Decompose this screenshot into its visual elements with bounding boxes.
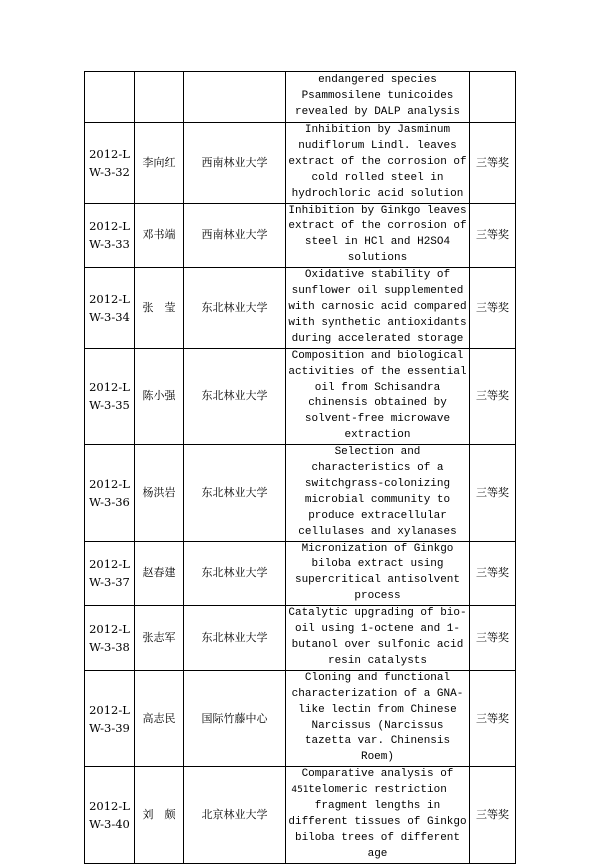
paper-title-cell: Selection and characteristics of a switchgrass-colonizing microbial community to produce extracellular cellulases and xylanases xyxy=(286,445,470,541)
institution-cell xyxy=(184,72,286,123)
table-row xyxy=(85,72,516,123)
author-name-cell: 邓书端 xyxy=(135,203,184,268)
paper-title-cell: Catalytic upgrading of bio-oil using 1-octene and 1-butanol over sulfonic acid resin catalysts xyxy=(286,606,470,671)
table-row xyxy=(85,606,516,671)
award-level-cell: 三等奖 xyxy=(470,541,516,606)
award-id-cell: 2012-LW-3-35 xyxy=(85,348,135,444)
award-id-cell: 2012-LW-3-34 xyxy=(85,268,135,349)
award-level-cell: 三等奖 xyxy=(470,767,516,863)
award-level-cell: 三等奖 xyxy=(470,203,516,268)
table-row xyxy=(85,123,516,204)
author-name-cell: 刘 颇 xyxy=(135,767,184,863)
award-level-cell: 三等奖 xyxy=(470,606,516,671)
table-row xyxy=(85,268,516,349)
institution-cell: 西南林业大学 xyxy=(184,123,286,204)
author-name-cell: 杨洪岩 xyxy=(135,445,184,541)
paper-title-cell: Composition and biological activities of the essential oil from Schisandra chinensis obtained by solvent-free microwave extraction xyxy=(286,348,470,444)
award-id-cell: 2012-LW-3-33 xyxy=(85,203,135,268)
paper-title-cell: Comparative analysis of telomeric restriction fragment lengths in different tissues of Ginkgo biloba trees of different age xyxy=(286,767,470,863)
paper-title-cell: Oxidative stability of sunflower oil supplemented with carnosic acid compared with synthetic antioxidants during accelerated storage xyxy=(286,268,470,349)
institution-cell: 北京林业大学 xyxy=(184,767,286,863)
author-name-cell: 陈小强 xyxy=(135,348,184,444)
institution-cell: 西南林业大学 xyxy=(184,203,286,268)
award-id-cell xyxy=(85,72,135,123)
paper-title-cell: Inhibition by Jasminum nudiflorum Lindl. leaves extract of the corrosion of cold rolled steel in hydrochloric acid solution xyxy=(286,123,470,204)
institution-cell: 东北林业大学 xyxy=(184,348,286,444)
author-name-cell: 张志军 xyxy=(135,606,184,671)
award-id-cell: 2012-LW-3-36 xyxy=(85,445,135,541)
award-level-cell: 三等奖 xyxy=(470,670,516,766)
award-level-cell: 三等奖 xyxy=(470,268,516,349)
award-id-cell: 2012-LW-3-38 xyxy=(85,606,135,671)
institution-cell: 东北林业大学 xyxy=(184,445,286,541)
table-row xyxy=(85,767,516,863)
institution-cell: 东北林业大学 xyxy=(184,268,286,349)
author-name-cell: 张 莹 xyxy=(135,268,184,349)
award-level-cell: 三等奖 xyxy=(470,123,516,204)
page-number: 451 xyxy=(291,785,309,795)
paper-title-cell: Cloning and functional characterization of a GNA-like lectin from Chinese Narcissus (Narcissus tazetta var. Chinensis Roem) xyxy=(286,670,470,766)
paper-title-cell: endangered species Psammosilene tunicoides revealed by DALP analysis xyxy=(286,72,470,123)
table-row xyxy=(85,445,516,541)
paper-title-cell: Micronization of Ginkgo biloba extract using supercritical antisolvent process xyxy=(286,541,470,606)
award-id-cell: 2012-LW-3-37 xyxy=(85,541,135,606)
award-level-cell: 三等奖 xyxy=(470,348,516,444)
award-id-cell: 2012-LW-3-39 xyxy=(85,670,135,766)
author-name-cell: 李向红 xyxy=(135,123,184,204)
author-name-cell: 高志民 xyxy=(135,670,184,766)
table-row xyxy=(85,541,516,606)
awards-table xyxy=(84,71,516,864)
award-id-cell: 2012-LW-3-32 xyxy=(85,123,135,204)
author-name-cell: 赵春建 xyxy=(135,541,184,606)
institution-cell: 东北林业大学 xyxy=(184,606,286,671)
paper-title-cell: Inhibition by Ginkgo leaves extract of the corrosion of steel in HCl and H2SO4 solutions xyxy=(286,203,470,268)
table-row xyxy=(85,670,516,766)
institution-cell: 东北林业大学 xyxy=(184,541,286,606)
award-id-cell: 2012-LW-3-40 xyxy=(85,767,135,863)
award-level-cell xyxy=(470,72,516,123)
table-row xyxy=(85,203,516,268)
institution-cell: 国际竹藤中心 xyxy=(184,670,286,766)
table-row xyxy=(85,348,516,444)
author-name-cell xyxy=(135,72,184,123)
award-level-cell: 三等奖 xyxy=(470,445,516,541)
